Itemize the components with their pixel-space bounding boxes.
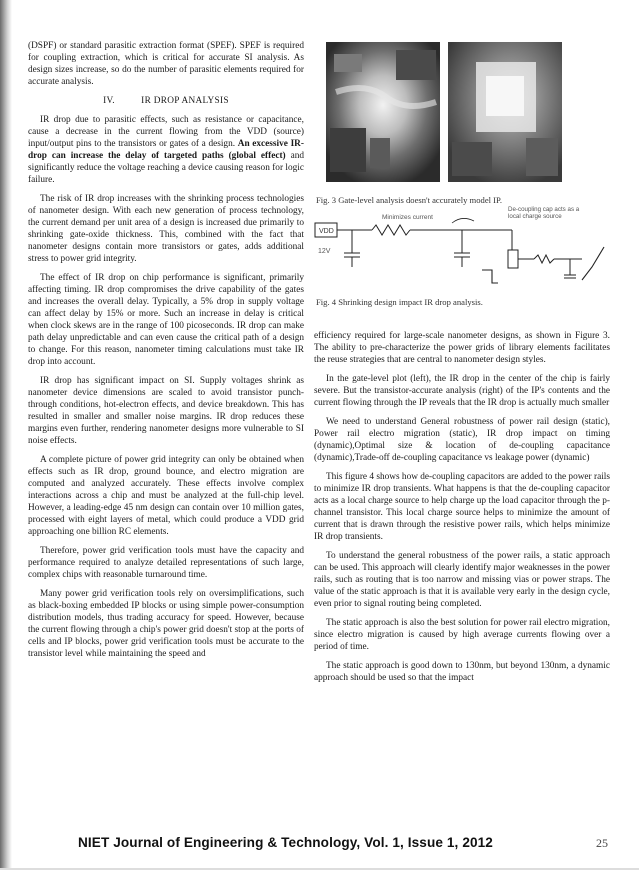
- intro-text: IR drop due to parasitic effects, such as resistance or capacitance, cause a decrease in the current flowing from the VDD (source) input/output pins to the transistors or gates of a design.: [28, 115, 304, 149]
- paragraph-electro-migration: The static approach is also the best solution for power rail electro migration, since electro migration is caused by high average currents flowing over a period of time.: [314, 618, 610, 652]
- section-title: IR DROP ANALYSIS: [141, 96, 229, 106]
- paragraph-spef: (DSPF) or standard parasitic extraction format (SPEF). SPEF is required for coupling extraction, which is critical for accurate SI analysis. As design sizes increase, so do the number of parasitic elements required for accurate analysis.: [28, 41, 304, 87]
- paragraph-ir-drop-intro: [28, 114, 304, 186]
- rail-resistor: [372, 225, 410, 235]
- right-text-column: [314, 330, 610, 691]
- paragraph-verification-tools: Many power grid verification tools rely on oversimplifications, such as black-boxing embedded IP blocks or using simple power-consumption distribution models, thus trading accuracy for speed. However, because the current flowing through a chip's power grid doesn't stop at the ports of cells and IP blocks, power grid verification tools must be accurate to the transistor level while maintaining the speed and: [28, 589, 304, 659]
- scan-shadow-edge: [0, 0, 12, 870]
- paragraph-effect: The effect of IR drop on chip performance is significant, primarily affecting timing. IR drop compromises the drive capability of the gates and increases the overall delay. Typically, a 5% drop in supply voltage can affect delay by 15% or more. Such an increase in delay is critical when clock skews are in the range of 100 picoseconds. IR drop can make path delay unpredictable and can even cause the critical path of a design to change. For this reason, nanometer timing calculations must take IR drop into account.: [28, 273, 304, 367]
- paragraph-risk: The risk of IR drop increases with the shrinking process technologies of nanometer design. With each new generation of process technology, the current demand per unit area of a design is increased due primarily to shrinking gate-oxide thickness. This, combined with the fact that nanometer designs contain more transistors or gates, adds additional stress to power grid integrity.: [28, 194, 304, 264]
- p-channel-transistor: [508, 250, 518, 268]
- section-number: IV.: [103, 96, 115, 106]
- paragraph-dynamic-approach: The static approach is good down to 130nm, but beyond 130nm, a dynamic approach should be used so that the impact: [314, 661, 610, 683]
- paragraph-efficiency: efficiency required for large-scale nanometer designs, as shown in Figure 3. The ability to pre-characterize the power grids of library elements facilitates the reuse strategies that are central to nanometer design styles.: [314, 331, 610, 365]
- decoupling-label-line1: De-coupling cap acts as a: [508, 206, 580, 213]
- page-number: 25: [596, 836, 608, 850]
- gate-level-plot: [326, 42, 440, 182]
- paragraph-therefore: Therefore, power grid verification tools must have the capacity and performance required to analyze detailed representations of such large, complex chips with reasonable turnaround time.: [28, 546, 304, 580]
- intro-bold-text: An excessive IR-drop can increase the delay of targeted paths (global effect): [28, 139, 304, 161]
- figure-3-ir-drop-plots: [326, 42, 562, 182]
- intro-text-end: and significantly reduce the voltage reaching a device causing reason for logic failure.: [28, 151, 304, 185]
- decoupling-label-line2: local charge source: [508, 213, 562, 220]
- transistor-level-plot: [448, 42, 562, 182]
- paragraph-figure-4: This figure 4 shows how de-coupling capacitors are added to the power rails to minimize IR drop transients. What happens is that the de-coupling capacitor acts as a local charge source to help charge up the load capacitor through the p-channel transistor. This local charge source helps to minimize the amount of current that is drawn through the resistive power rails, which helps minimize IR drop transients.: [314, 472, 610, 542]
- section-heading: [28, 95, 304, 107]
- paragraph-static-approach: To understand the general robustness of the power rails, a static approach can be used. This approach will clearly identify major weaknesses in the power rails, such as routing that is too narrow and missing vias or power straps. The value of the static approach is that it is available very early in the design cycle, even prior to signal routing being completed.: [314, 551, 610, 609]
- paragraph-gate-level-plot: In the gate-level plot (left), the IR drop in the center of the chip is fairly severe. But the transistor-accurate analysis (right) of the IP's contents and the current flowing through the IP reveals that the IR drop is actually much smaller: [314, 374, 610, 408]
- paragraph-complete-picture: A complete picture of power grid integrity can only be obtained when effects such as IR drop, ground bounce, and electro migration are computed and analyzed accurately. These effects involve complex interactions across a chip and must be analyzed at the full-chip level. However, a leading-edge 45 nm design can contain over 10 million gates, processed with eight layers of metal, which could produce a VDD grid approaching one billion RC elements.: [28, 455, 304, 537]
- journal-footer: NIET Journal of Engineering & Technology, Vol. 1, Issue 1, 2012: [78, 835, 493, 850]
- voltage-label: 12V: [318, 248, 331, 255]
- figure-4-decoupling-circuit: [312, 205, 612, 290]
- figure-4-caption: Fig. 4 Shrinking design impact IR drop analysis.: [316, 297, 483, 307]
- min-current-label: Minimizes current: [382, 214, 433, 221]
- paragraph-robustness-list: We need to understand General robustness of power rail design (static), Power rail electro migration (static), IR drop impact on timing (dynamic),Optimal size & location of de-coupling capacitance (dynamic),Trade-off de-coupling capacitance vs leakage power (dynamic): [314, 417, 610, 463]
- vdd-label: VDD: [319, 228, 334, 235]
- paragraph-si-impact: IR drop has significant impact on SI. Supply voltages shrink as nanometer device dimensions are scaled to avoid transistor punch-through conditions, hot-electron effects, and device breakdown. This has resulted in smaller and smaller noise margins. IR drop reduces these margins even further, rendering nanometer designs more vulnerable to SI noise effects.: [28, 376, 304, 446]
- left-text-column: [28, 40, 304, 667]
- figure-3-caption: Fig. 3 Gate-level analysis doesn't accurately model IP.: [316, 195, 503, 205]
